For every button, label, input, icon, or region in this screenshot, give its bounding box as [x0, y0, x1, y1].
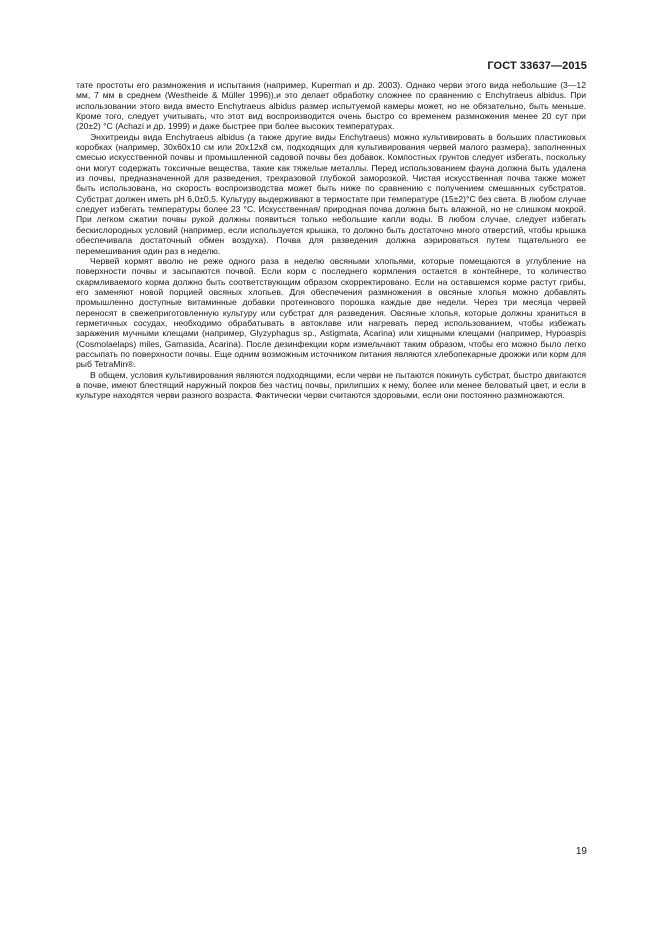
- paragraph-cultivation: Энхитреиды вида Enchytraeus albidus (а также другие виды Enchytraeus) можно культивировать в больших пластиковых коробках (например, 30x60x10 см или 20x12x8 см, подходящих для культивирования червей малого размера), заполненных смесью искусственной почвы и промышленной садовой почвы без добавок. Компостных грунтов следует избегать, поскольку они могут содержать токсичные вещества, такие как тяжелые металлы. Перед использованием фауна должна быть удалена из почвы, предназначенной для разведения, трехразовой глубокой заморозкой. Чистая искусственная почва также может быть использована, но скорость воспроизводства может быть ниже по сравнению с получением смешанных субстратов. Субстрат должен иметь pH 6,0±0,5. Культуру выдерживают в термостате при температуре (15±2)°С без света. В любом случае следует избегать температуры более 23 °С. Искусственная/ природная почва должна быть влажной, но не слишком мокрой. При легком сжатии почвы рукой должны появиться только небольшие капли воды. В любом случае, следует избегать бескислородных условий (например, если используется крышка, то должно быть достаточно много отверстий, чтобы крышка обеспечивала достаточный обмен воздуха). Почва для разведения должна аэрироваться путем тщательного ее перемешивания один раз в неделю.: [76, 131, 586, 256]
- standard-code-header: ГОСТ 33637—2015: [487, 60, 587, 72]
- paragraph-continuation: тате простоты его размножения и испытания (например, Kuperman и др. 2003). Однако черви этого вида небольшие (3—12 мм, 7 мм в среднем (Westheide & Müller 1996)),и это делает обработку сложнее по сравнению с Enchytraeus albidus. При использовании этого вида вместо Enchytraeus albidus размер испытуемой камеры может, но не обязательно, быть меньше. Кроме того, следует учитывать, что этот вид воспроизводится очень быстро со временем размножения менее 20 сут при (20±2) °С (Achazi и др. 1999) и даже быстрее при более высоких температурах.: [76, 80, 586, 132]
- paragraph-feeding: Червей кормят вволю не реже одного раза в неделю овсяными хлопьями, которые помещаются в углубление на поверхности почвы и засыпаются почвой. Если корм с последнего кормления остается в контейнере, то количество скармливаемого корма должно быть соответствующим образом скорректировано. Если на оставшемся корме растут грибы, его заменяют новой порцией овсяных хлопьев. Для обеспечения размножения в овсяные хлопья можно добавлять промышленно доступные витаминные добавки протеинового порошка каждые две недели. Через три месяца червей переносят в свежеприготовленную культуру или субстрат для разведения. Овсяные хлопья, которые должны храниться в герметичных сосудах, необходимо обрабатывать в автоклаве или нагревать перед использованием, чтобы избежать заражения мучными клещами (например, Glyzyphagus sp., Astigmata, Acarina) или хищными клещами (например, Hypoaspis (Cosmolaelaps) miles, Gamasida, Acarina). После дезинфекции корм измельчают таким образом, чтобы его можно было легко рассыпать по поверхности почвы. Еще одним возможным источником питания являются хлебопекарные дрожжи или корм для рыб TetraMin®.: [76, 255, 586, 370]
- paragraph-conditions: В общем, условия культивирования являются подходящими, если черви не пытаются покинуть субстрат, быстро двигаются в почве, имеют блестящий наружный покров без частиц почвы, прилипших к нему, более или менее беловатый цвет, и если в культуре находятся черви разного возраста. Фактически черви считаются здоровыми, если они постоянно размножаются.: [76, 369, 586, 401]
- body-text: [76, 80, 586, 401]
- page-number: 19: [575, 846, 587, 857]
